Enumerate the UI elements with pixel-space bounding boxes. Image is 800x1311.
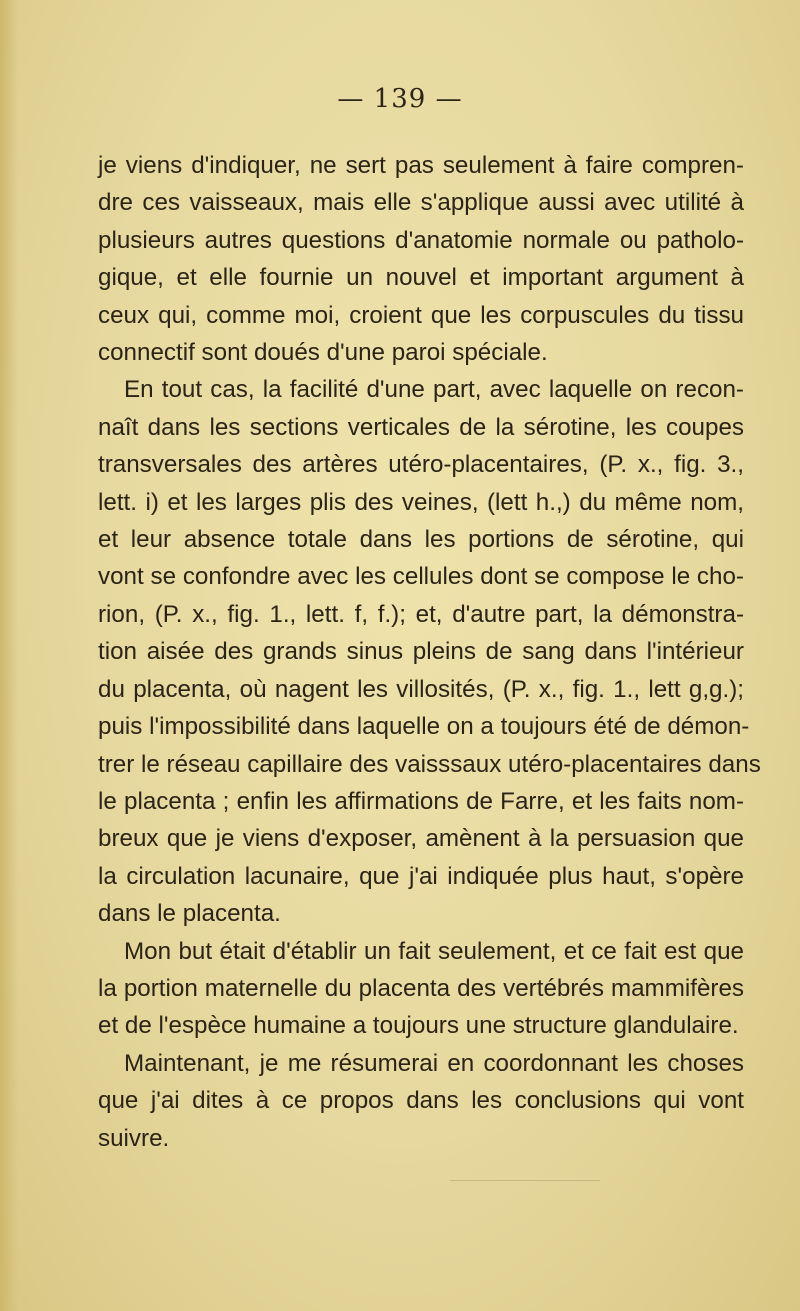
text-line: le placenta ; enfin les affirmations de Farre, et les faits nom- (98, 787, 744, 815)
text-line: tion aisée des grands sinus pleins de sang dans l'intérieur (98, 638, 744, 666)
text-line: vont se confondre avec les cellules dont se compose le cho- (98, 563, 744, 591)
page-number: — 139 — (337, 84, 463, 114)
text-line: breux que je viens d'exposer, amènent à la persuasion que (98, 825, 744, 853)
faint-rule (450, 1180, 600, 1181)
text-line: gique, et elle fournie un nouvel et important argument à (98, 264, 744, 292)
text-line: En tout cas, la facilité d'une part, avec laquelle on recon- (124, 376, 744, 404)
text-line: transversales des artères utéro-placentaires, (P. x., fig. 3., (98, 451, 744, 479)
text-line: connectif sont doués d'une paroi spéciale. (98, 339, 548, 367)
text-line: la circulation lacunaire, que j'ai indiquée plus haut, s'opère (98, 862, 744, 890)
body-text (98, 147, 761, 1157)
text-line: Mon but était d'établir un fait seulement, et ce fait est que (124, 937, 744, 965)
text-line: que j'ai dites à ce propos dans les conclusions qui vont (98, 1087, 744, 1115)
text-line: et de l'espèce humaine a toujours une structure glandulaire. (98, 1012, 739, 1040)
text-line: rion, (P. x., fig. 1., lett. f, f.); et, d'autre part, la démonstra- (98, 600, 744, 628)
text-line: lett. i) et les larges plis des veines, (lett h.,) du même nom, (98, 488, 744, 516)
text-line: dans le placenta. (98, 900, 281, 928)
text-line: la portion maternelle du placenta des vertébrés mammifères (98, 974, 744, 1002)
text-line: plusieurs autres questions d'anatomie normale ou patholo- (98, 226, 744, 254)
text-line: et leur absence totale dans les portions de sérotine, qui (98, 526, 744, 554)
text-line: du placenta, où nagent les villosités, (P. x., fig. 1., lett g,g.); (98, 675, 744, 703)
text-line: naît dans les sections verticales de la sérotine, les coupes (98, 413, 744, 441)
text-line: ceux qui, comme moi, croient que les corpuscules du tissu (98, 301, 744, 329)
text-line: suivre. (98, 1124, 170, 1152)
text-line: dre ces vaisseaux, mais elle s'applique aussi avec utilité à (98, 189, 744, 217)
text-line: trer le réseau capillaire des vaisssaux utéro-placentaires dans (98, 750, 761, 778)
page-edge-shadow (0, 0, 18, 1311)
text-line: Maintenant, je me résumerai en coordonnant les choses (124, 1049, 744, 1077)
text-line: je viens d'indiquer, ne sert pas seulement à faire compren- (98, 152, 744, 179)
text-line: puis l'impossibilité dans laquelle on a toujours été de démon- (98, 713, 750, 741)
